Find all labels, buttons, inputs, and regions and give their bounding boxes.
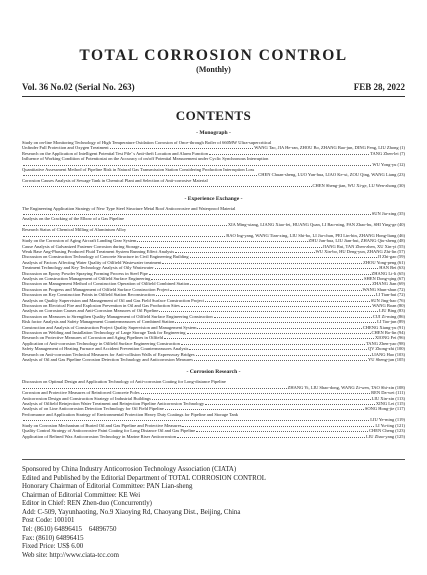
dot-leader: [23, 233, 225, 237]
dot-leader: [23, 222, 227, 226]
entry-title: Analysis of Factors Affecting Water Quality of Oilfield Wastewater treatment: [22, 259, 162, 265]
dot-leader: [196, 352, 371, 356]
entry-authors-page: ZHOU Yong-peng (61): [363, 259, 405, 265]
entry-authors-page: ZHU Jun-hua, LIU Jian-hui, ZHANG Qiu-sheng (48): [308, 238, 405, 244]
entry-title: Discussion on Optimal Design and Application Technology of Anti-corrosion Coating for Long-distance Pipeline: [22, 379, 226, 385]
entry-authors-page: YU Sheng-jun (105): [368, 357, 405, 363]
dot-leader: [177, 434, 365, 438]
entry-authors-page: XING Lei (115): [375, 401, 405, 407]
dot-leader: [140, 244, 321, 248]
entry-authors-page: ZHANG Jian (69): [372, 281, 405, 287]
entry-authors-page: CHENG Xiang-yu (91): [362, 324, 405, 330]
entry-authors-page: BAO Ing-yang, WANG Tian-xing, LIU Shi-bo, LI Jia-chun, PEI Lin-bin, ZHANG Hong-liang (46): [226, 232, 405, 238]
entry-authors-page: LIU Zhao-yang (125): [366, 433, 405, 439]
entry-title: Study on on-line Monitoring Technology of High Temperature Oxidation Corrosion of Once-through Boiler of 660MW Ultra-supercritical: [22, 140, 272, 145]
entry-authors-page: XIA Ming-xiang, LIANG Xiao-fei, HUANG Quan, LI Bao-ning, FAN Zhao-hu, SHI Ying-ge (40): [227, 221, 405, 227]
entry-title: Discussion on Management Method of Construction Operation of Oilfield Combined Station: [22, 281, 190, 287]
sponsor-line: Fax: (8610) 64896415: [22, 534, 84, 542]
entry-title: Discussion on Welding and Installation Technology of Large Storage Tank for Engineering: [22, 330, 186, 335]
dot-leader: [181, 341, 365, 345]
entry-authors-page: LIU Bing (83): [379, 308, 405, 314]
entry-authors-page: SHEN Dong-qing (67): [364, 275, 405, 281]
entry-authors-page: CHEN Chuan-sheng, LUO Yun-hua, LIAO Ke-xi, ZOU Qing, WANG Liang (23): [258, 172, 405, 178]
dot-leader: [205, 298, 370, 302]
dot-leader: [155, 265, 379, 269]
sponsor-line: Honorary Chairman of Editorial Committee: PAN Lian-sheng: [22, 483, 193, 491]
sponsor-line: Add: C-509, Yayunhaoting, No.9 Xiaoying Rd, Chaoyang Dist., Beijing, China: [22, 508, 241, 516]
entry-title: Risk factor Analysis and Safety Management Countermeasures of Combined Station: [22, 319, 175, 325]
entry-title: Study on Corrosion Mechanism of Buried Oil and Gas Pipeline and Protective Measures: [22, 422, 182, 428]
entry-title: Performance and Application Strategy of Environmental Protection Heavy Duty Coatings for Pipeline and Storage Tank: [22, 411, 239, 417]
entry-title: Discussion on Epoxy Powder Spraying Forming Process in Steel Pipe: [22, 270, 148, 276]
entry-authors-page: CHEN Cheng (123): [369, 428, 405, 434]
issue-volume: Vol. 36 No.02 (Serial No. 263): [22, 82, 135, 92]
entry-title: Discussion on Construction Technology of Concrete Structure in Civil Engineering Building: [22, 254, 189, 260]
toc-entry[interactable]: [22, 140, 405, 151]
entry-authors-page: LI Tian-hui (72): [375, 292, 405, 298]
dot-leader: [214, 314, 372, 318]
toc-entry[interactable]: [22, 206, 405, 217]
entry-title: Safety Management of Heating Furnace and Accident Prevention Countermeasures Analysis: [22, 346, 189, 352]
sponsor-line: Sponsored by China Industry Anticorrosion Technology Association (CIATA): [22, 465, 237, 473]
dot-leader: [197, 325, 361, 329]
entry-authors-page: CHEN Sheng-jian, WU Xi-ge, LU Wen-zhong (30): [312, 183, 405, 189]
dot-leader: [175, 319, 376, 323]
entry-title: Discussion on Progress and Management of Oilfield Surface Construction Project: [22, 286, 170, 292]
entry-title: Research on the Application of Intelligent Potential Test Pile’ s Anti-theft Location and Alarm Function: [22, 150, 208, 156]
dot-leader: [141, 390, 371, 394]
entry-authors-page: HAN Bei (63): [379, 265, 405, 271]
entry-title: Analysis of Oil and Gas Pipeline Corrosion Detection Technology and Anticorrosion Measures: [22, 357, 193, 363]
dot-leader: [110, 145, 254, 149]
entry-authors-page: WANG Shun-shun (72): [362, 286, 405, 292]
sponsor-line: Edited and Published by the Editorial Department of TOTAL CORROSION CONTROL: [22, 474, 266, 482]
toc-entry[interactable]: [22, 379, 405, 390]
entry-title-continued: Unfinder Full Protection and Oxygen Treatment: [22, 145, 109, 151]
entry-authors-page: ZHANG Li-li (65): [371, 270, 405, 276]
dot-leader: [156, 292, 375, 296]
sponsor-line: Post Code: 100101: [22, 517, 75, 525]
entry-authors-page: WU Yong-yu (12): [372, 161, 405, 167]
section-heading: - Experience Exchange -: [184, 195, 243, 202]
entry-authors-page: WANG Tao, JIA He-ran, ZHOU Bo, ZHANG Bao-jun, DING Feng, LIU Zhong (1): [254, 145, 405, 151]
dot-leader: [194, 357, 367, 361]
dot-leader: [189, 346, 366, 350]
entry-title: Weak Base Ang-Phasing Produced Fluid Treatment System Running Effect Analysis: [22, 248, 175, 254]
entry-authors-page: JIANG Rui, TAN Zhen-zhen, XU Xin-yi (55): [322, 243, 405, 249]
entry-title: Research on Anti-corrosion Technical Measures for Anti-collision Walls of Expressway Bridges: [22, 351, 195, 357]
toc-entry[interactable]: [22, 178, 405, 189]
dot-leader: [190, 281, 371, 285]
dot-leader: [170, 287, 361, 291]
sponsor-line: Tel: (8610) 64896415 64896750: [22, 526, 117, 534]
dot-leader: [23, 172, 257, 176]
dot-leader: [181, 303, 372, 307]
dot-leader: [164, 335, 374, 339]
dot-leader: [162, 260, 362, 264]
dot-leader: [209, 151, 369, 155]
entry-authors-page: SONG Hong-jie (117): [364, 406, 405, 412]
dot-leader: [190, 254, 377, 258]
entry-authors-page: CUI Zi-ming (86): [372, 313, 405, 319]
entry-authors-page: REN Da-wei (111): [371, 390, 405, 396]
entry-authors-page: LIU Ye-ming (119): [370, 417, 405, 423]
entry-title: The Engineering Application Strategy of New Type Steel Structure Metal Roof Anticorrosive and Waterproof Material: [22, 205, 236, 211]
entry-title: Anticorrosion Design and Construction Strategy of Industrial Buildings: [22, 395, 151, 401]
entry-authors-page: TANG Zhen-yao (98): [365, 340, 405, 346]
sponsor-line: Editor in Chief: REN Zhen-duo (Concurrently): [22, 500, 152, 508]
sponsor-block: [22, 466, 405, 561]
entry-title: Construction and Analysis of Construction Project Quality Supervision and Management System: [22, 324, 197, 330]
entry-authors-page: LI Tao-jun (89): [377, 319, 405, 325]
entry-authors-page: SUN Jing-hao (76): [370, 297, 405, 303]
entry-title: Quality Control Strategy of Anticorrosive Paint Coating for Long Distance Oil and Gas Pipeline: [22, 428, 196, 434]
journal-frequency: (Monthly): [196, 65, 231, 74]
sponsor-line: Chairman of Editorial Committee: KE Wei: [22, 491, 141, 499]
dot-leader: [151, 276, 363, 280]
entry-authors-page: LIANG Hao (103): [371, 351, 405, 357]
section-heading: - Monograph -: [196, 130, 231, 136]
dot-leader: [165, 406, 364, 410]
entry-title: Research on Protective Measures of Corrosion and Aging Pipelines in Oilfield: [22, 335, 163, 341]
entry-authors-page: LIU Xin-xin (113): [371, 395, 405, 401]
entry-title: Study on the Corrosion of Aging Aircraft Landing Gear System: [22, 238, 137, 244]
toc-entry[interactable]: [22, 216, 405, 227]
toc-entry[interactable]: [22, 357, 405, 362]
entry-title: Corrosion and Protective Measures of Reinforced Concrete Poles: [22, 390, 140, 396]
dot-leader: [23, 162, 371, 166]
dot-leader: [23, 183, 312, 187]
entry-authors-page: XIONG Fei (96): [375, 335, 405, 341]
entry-title: Influence of Working Condition of Potentiostat on the Accuracy of on/off Potential Measurement under Cyclic Synchronous Interruption: [22, 156, 269, 162]
toc-entry[interactable]: [22, 434, 405, 439]
dot-leader: [23, 385, 287, 389]
entry-title: Quantitative Assessment Method of Pipeline Risk in Natural Gas Transmission Station Considering Production Interruption Loss: [22, 167, 255, 173]
entry-authors-page: LI Yu-ting (121): [375, 422, 405, 428]
dot-leader: [205, 401, 375, 405]
entry-authors-page: WU Xin-bo, HU Deng-yun, ZHANG Zhi-lin (57): [315, 248, 405, 254]
entry-authors-page: ZHANG Yi, LIU Shao-dong, WANG Zi-wen, TAO Shi-xin (108): [287, 384, 405, 390]
toc-entry[interactable]: [22, 156, 405, 167]
entry-title: Analysis on Corrosion Causes and Anti-Corrosion Measures of Oil Pipeline: [22, 308, 159, 314]
issue-date: FEB 28, 2022: [353, 82, 405, 92]
footer-divider: [22, 459, 405, 460]
entry-title: Application of Refined Wax Anticorrosion Technology in Marine Riser Anticorrosion: [22, 433, 177, 439]
sponsor-line: Fixed Price: US$ 6.00: [22, 543, 84, 551]
journal-title: TOTAL CORROSION CONTROL: [79, 47, 348, 64]
entry-authors-page: WANG Boan (80): [372, 302, 405, 308]
dot-leader: [175, 249, 314, 253]
dot-leader: [137, 238, 307, 242]
entry-authors-page: TANG Zhen-lei (7): [370, 150, 405, 156]
entry-title: Discussion on Measures to Strengthen Quality Management of Oilfield Surface Engineering Construction: [22, 313, 213, 319]
entry-title: Cause Analysis of Galvanized Fastener Corrosion during Storage: [22, 243, 140, 249]
dot-leader: [196, 428, 368, 432]
entry-title: Analysis on Construction Management of Oilfield Surface Engineering: [22, 275, 151, 281]
toc-entry[interactable]: [22, 167, 405, 178]
entry-authors-page: CHEN Bo-lin (94): [371, 330, 405, 335]
contents-heading: CONTENTS: [175, 108, 252, 123]
dot-leader: [23, 211, 371, 215]
toc-entry[interactable]: [22, 227, 405, 238]
entry-title: Analysis of on Line Anticorrosion Detection Technology for Oil Field Pipeline: [22, 406, 164, 412]
dot-leader: [23, 417, 369, 421]
entry-title: Treatment Technology and Key Technology Analysis of Oily Wastewater: [22, 265, 154, 271]
entry-title: Corrosion Causes Analysis of Sewage Tank in Chemical Plant and Selection of Anti-corrosive Material: [22, 177, 208, 183]
entry-title: Research Status of Chemical Milling of Aluminium Alloy: [22, 227, 127, 233]
dot-leader: [152, 396, 371, 400]
entry-authors-page: QV Zhong-zhi (100): [367, 346, 405, 352]
dot-leader: [182, 423, 374, 427]
sponsor-line[interactable]: Web site: http://www.ciata-tcc.com: [22, 551, 119, 559]
entry-title: Application of Anti-corrosion Technology in Oilfield Surface Engineering Construction: [22, 340, 180, 346]
entry-authors-page: JI Zhi-gao (59): [377, 254, 405, 260]
entry-title: Analysis of Oilfield Reinjection Water Treatment and Reinjection Pipeline Anticorrosion Technology: [22, 401, 205, 407]
entry-title: Discussion on Key Construction Points in Oilfield Station Reconstruction: [22, 292, 155, 298]
section-heading: - Corrosion Research -: [186, 369, 241, 376]
entry-title: Discussion on Electrical Fire and Explosion Prevention in Oil and Gas Production Sites: [22, 302, 180, 308]
entry-title: Analysis on Quality Supervision and Management of Oil and Gas Field Surface Construction Project: [22, 297, 204, 303]
toc-entry[interactable]: [22, 412, 405, 423]
dot-leader: [159, 308, 378, 312]
table-of-contents: [22, 130, 405, 439]
entry-authors-page: SUN Jia-xing (35): [371, 211, 405, 217]
entry-title: Analysis on the Cracking of the Elbow of a Gas Pipeline: [22, 216, 124, 222]
dot-leader: [187, 330, 371, 334]
dot-leader: [149, 271, 371, 275]
issue-bar: [22, 82, 405, 97]
